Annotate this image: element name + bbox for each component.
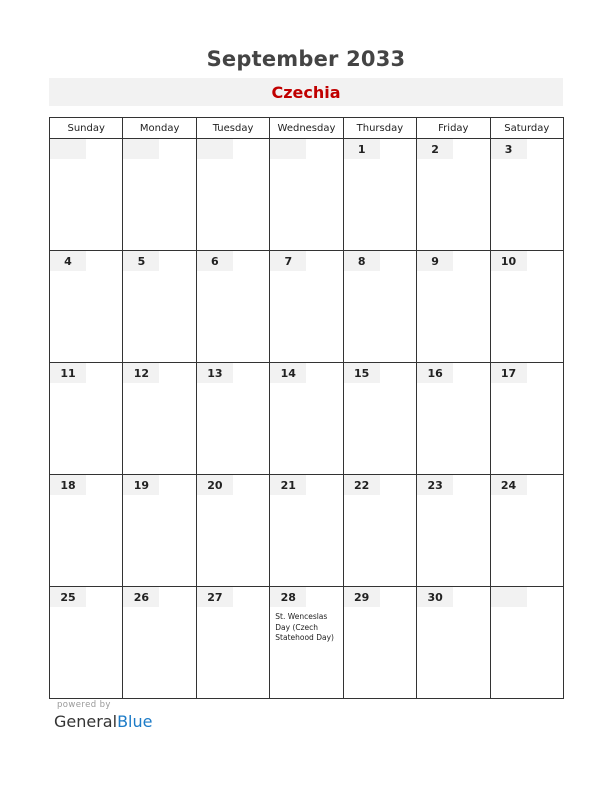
day-cell: [417, 139, 490, 251]
day-cell: [490, 587, 563, 699]
day-number: 13: [197, 363, 233, 383]
day-number: 23: [417, 475, 453, 495]
day-cell: [417, 587, 490, 699]
day-number: 14: [270, 363, 306, 383]
day-number: 28: [270, 587, 306, 607]
brand-blue-text: Blue: [117, 712, 153, 731]
day-cell: [123, 139, 196, 251]
day-number: 5: [123, 251, 159, 271]
day-number: 4: [50, 251, 86, 271]
day-number: 15: [344, 363, 380, 383]
day-number: 7: [270, 251, 306, 271]
day-cell: [417, 363, 490, 475]
day-cell: [196, 139, 269, 251]
day-number: [50, 139, 86, 159]
day-number: 17: [491, 363, 527, 383]
weekday-header-row: [50, 118, 564, 139]
day-number: 9: [417, 251, 453, 271]
day-cell: [343, 363, 416, 475]
day-number: [197, 139, 233, 159]
day-cell: [270, 251, 343, 363]
day-cell: [196, 475, 269, 587]
calendar-grid: [49, 117, 564, 699]
weekday-thursday: Thursday: [343, 118, 416, 139]
day-number: 1: [344, 139, 380, 159]
weekday-saturday: Saturday: [490, 118, 563, 139]
day-cell: [343, 587, 416, 699]
day-number: [123, 139, 159, 159]
day-cell: [490, 363, 563, 475]
day-cell: [50, 587, 123, 699]
day-number: 6: [197, 251, 233, 271]
country-name: Czechia: [271, 82, 341, 102]
day-cell: [50, 363, 123, 475]
day-cell: [343, 139, 416, 251]
day-number: 11: [50, 363, 86, 383]
weekday-monday: Monday: [123, 118, 196, 139]
day-number: 29: [344, 587, 380, 607]
day-cell: [50, 475, 123, 587]
day-cell: [50, 251, 123, 363]
day-number: 21: [270, 475, 306, 495]
day-cell: [123, 251, 196, 363]
weekday-friday: Friday: [417, 118, 490, 139]
powered-by-text: powered by: [57, 700, 111, 710]
week-row: [50, 587, 564, 699]
day-number: 19: [123, 475, 159, 495]
day-cell: [490, 475, 563, 587]
day-number: 16: [417, 363, 453, 383]
day-number: 10: [491, 251, 527, 271]
brand-general-text: General: [54, 712, 118, 731]
day-cell: [270, 363, 343, 475]
day-number: 26: [123, 587, 159, 607]
day-cell: [196, 363, 269, 475]
day-cell: [270, 139, 343, 251]
country-banner: [49, 78, 563, 106]
week-row: [50, 475, 564, 587]
day-number: [270, 139, 306, 159]
holiday-label: St. Wenceslas Day (Czech Statehood Day): [275, 612, 334, 642]
weekday-tuesday: Tuesday: [196, 118, 269, 139]
day-number: 18: [50, 475, 86, 495]
day-number: 24: [491, 475, 527, 495]
generalblue-logo[interactable]: [54, 712, 152, 731]
day-cell: [196, 251, 269, 363]
day-cell: [270, 587, 343, 699]
day-cell: [343, 251, 416, 363]
day-number: 3: [491, 139, 527, 159]
day-number: 30: [417, 587, 453, 607]
weekday-sunday: Sunday: [50, 118, 123, 139]
day-number: 2: [417, 139, 453, 159]
day-cell: [343, 475, 416, 587]
day-number: [491, 587, 527, 607]
day-cell: [50, 139, 123, 251]
week-row: [50, 139, 564, 251]
calendar-title: September 2033: [206, 47, 406, 71]
week-row: [50, 363, 564, 475]
day-cell: [270, 475, 343, 587]
day-cell: [123, 475, 196, 587]
day-cell: [490, 251, 563, 363]
day-number: 27: [197, 587, 233, 607]
day-number: 22: [344, 475, 380, 495]
day-cell: [196, 587, 269, 699]
day-cell: [123, 587, 196, 699]
day-cell: [417, 251, 490, 363]
day-cell: [490, 139, 563, 251]
day-cell: [417, 475, 490, 587]
day-number: 20: [197, 475, 233, 495]
week-row: [50, 251, 564, 363]
day-number: 8: [344, 251, 380, 271]
day-number: 12: [123, 363, 159, 383]
weekday-wednesday: Wednesday: [270, 118, 343, 139]
day-cell: [123, 363, 196, 475]
day-number: 25: [50, 587, 86, 607]
